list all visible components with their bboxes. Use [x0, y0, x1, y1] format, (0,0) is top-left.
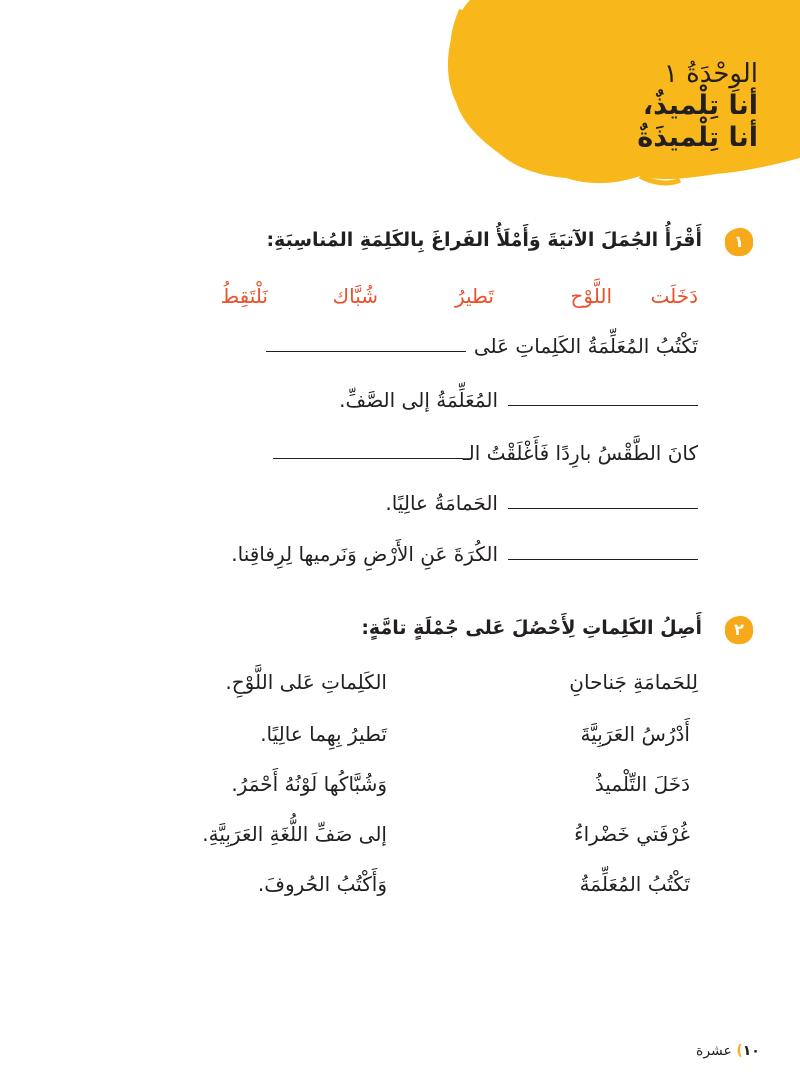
answer-blank[interactable] — [508, 405, 698, 406]
sentence-text: المُعَلِّمَةُ إلى الصَّفِّ. — [339, 388, 498, 412]
sentence-text: تَكْتُبُ المُعَلِّمَةُ الكَلِماتِ عَلى — [473, 334, 698, 358]
word-bank-item: دَخَلَت — [650, 284, 698, 308]
word-bank-item: شُبَّاك — [332, 284, 378, 308]
fill-blank-sentence-5 — [231, 536, 698, 566]
sentence-text: كانَ الطَّقْسُ بارِدًا فَأَغْلَقْتُ الـ — [462, 441, 698, 465]
unit-title-line-2: أنا تِلْميذَةٌ — [637, 122, 758, 153]
answer-blank[interactable] — [266, 351, 466, 352]
page-footer — [696, 1043, 760, 1059]
word-bank-item: نَلْتَقِطُ — [220, 284, 268, 308]
match-item-right[interactable]: غُرْفَتي خَضْراءُ — [574, 822, 690, 846]
match-item-right[interactable]: لِلحَمامَةِ جَناحانِ — [569, 670, 698, 694]
answer-blank[interactable] — [508, 508, 698, 509]
match-item-left[interactable]: وَشُبَّاكُها لَوْنُهُ أَحْمَرُ. — [231, 772, 387, 796]
match-item-left[interactable]: الكَلِماتِ عَلى اللَّوْحِ. — [225, 670, 387, 694]
page-number-bracket-icon: ) — [736, 1043, 743, 1059]
answer-blank[interactable] — [508, 559, 698, 560]
unit-label: الوِحْدَةُ ١ — [663, 59, 758, 89]
match-item-left[interactable]: إلى صَفِّ اللُّغَةِ العَرَبِيَّةِ. — [202, 822, 387, 846]
word-bank-item: تَطيرُ — [454, 284, 494, 308]
unit-title-line-1: أنا تِلْميذٌ، — [642, 90, 758, 121]
match-item-right[interactable]: أَدْرُسُ العَرَبِيَّةَ — [580, 722, 690, 746]
sentence-text: الحَمامَةُ عالِيًا. — [385, 491, 498, 515]
page-number: ١٠ — [742, 1043, 760, 1059]
match-item-left[interactable]: تَطيرُ بِهِما عالِيًا. — [260, 722, 387, 746]
match-item-left[interactable]: وَأَكْتُبُ الحُروفَ. — [257, 872, 387, 896]
exercise-number: ٢ — [734, 620, 744, 639]
exercise-2-instruction: أَصِلُ الكَلِماتِ لِأَحْصُلَ عَلى جُمْلَةٍ تامَّةٍ: — [361, 617, 702, 639]
page-number-word: عشرة — [696, 1043, 732, 1059]
fill-blank-sentence-1 — [266, 328, 698, 358]
word-bank-item: اللَّوْح — [570, 284, 612, 308]
unit-title-block — [637, 58, 758, 154]
fill-blank-sentence-2 — [339, 382, 698, 412]
sentence-text: الكُرَةَ عَنِ الأَرْضِ وَنَرميها لِرِفاقِنا. — [231, 542, 498, 566]
exercise-number: ١ — [734, 232, 744, 251]
match-item-right[interactable]: تَكْتُبُ المُعَلِّمَةُ — [579, 872, 690, 896]
fill-blank-sentence-3 — [273, 435, 698, 465]
answer-blank[interactable] — [273, 458, 463, 459]
match-item-right[interactable]: دَخَلَ التِّلْميذُ — [594, 772, 690, 796]
exercise-number-badge-2 — [723, 614, 755, 646]
exercise-1-instruction: أَقْرَأُ الجُمَلَ الآتيَةَ وَأَمْلَأُ الفَراغَ بِالكَلِمَةِ المُناسِبَةِ: — [266, 229, 702, 251]
fill-blank-sentence-4 — [385, 485, 698, 515]
exercise-number-badge-1 — [723, 226, 755, 258]
